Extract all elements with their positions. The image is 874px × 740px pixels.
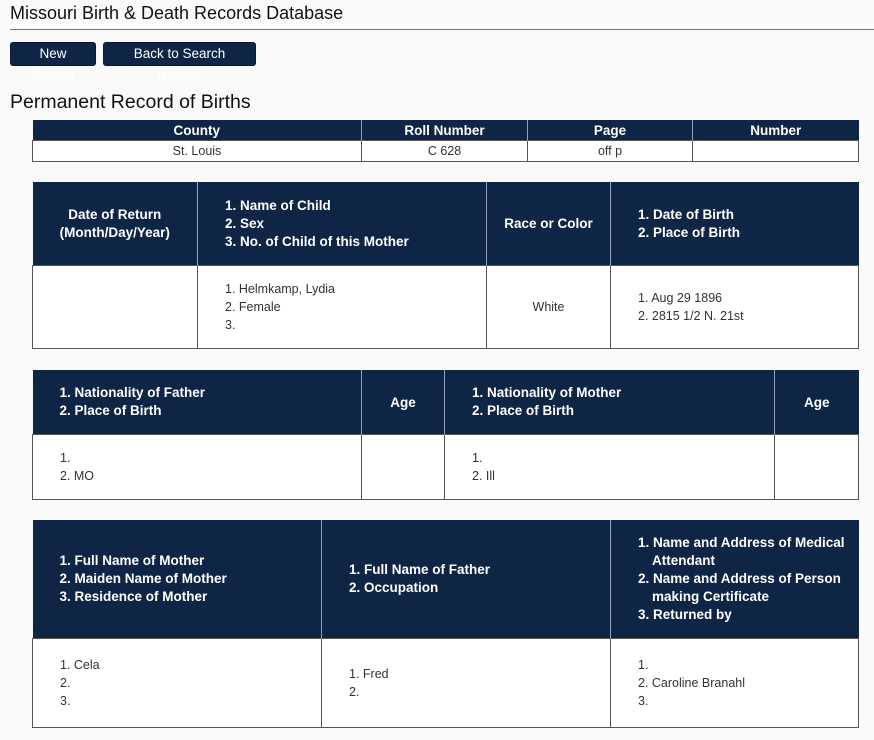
date-of-return-header: Date of Return (Month/Day/Year) [33, 182, 198, 266]
father-info-value: 1. Fred 2. [322, 639, 611, 728]
race-header: Race or Color [487, 182, 611, 266]
father-info-header: 1. Full Name of Father 2. Occupation [322, 520, 611, 639]
roll-number-header: Roll Number [362, 120, 528, 141]
attendant-value: 1. 2. Caroline Branahl 3. [611, 639, 859, 728]
father-nationality-header: 1. Nationality of Father 2. Place of Birth [33, 370, 362, 435]
site-title: Missouri Birth & Death Records Database [10, 3, 344, 23]
child-birth-table [32, 182, 859, 349]
father-age-value [362, 435, 445, 500]
mother-info-value: 1. Cela 2. 3. [33, 639, 322, 728]
father-nationality-value: 1. 2. MO [33, 435, 362, 500]
mother-info-header: 1. Full Name of Mother 2. Maiden Name of Mother 3. Residence of Mother [33, 520, 322, 639]
child-info-header: 1. Name of Child 2. Sex 3. No. of Child of this Mother [198, 182, 487, 266]
child-info-value: 1. Helmkamp, Lydia 2. Female 3. [198, 266, 487, 349]
new-search-button[interactable]: New Search [10, 42, 96, 66]
father-age-header: Age [362, 370, 445, 435]
title-divider [10, 29, 874, 30]
mother-nationality-header: 1. Nationality of Mother 2. Place of Birth [445, 370, 775, 435]
page-value: off p [528, 141, 693, 162]
mother-age-value [775, 435, 859, 500]
county-value: St. Louis [33, 141, 362, 162]
page-header: Page [528, 120, 693, 141]
back-to-search-results-button[interactable]: Back to Search Results [103, 42, 256, 66]
race-value: White [487, 266, 611, 349]
birth-header: 1. Date of Birth 2. Place of Birth [611, 182, 859, 266]
parents-nationality-table [32, 370, 859, 500]
family-attendant-table [32, 520, 859, 728]
attendant-header: 1. Name and Address of Medical Attendant 2. Name and Address of Person making Certificate 3. Returned by [611, 520, 859, 639]
mother-age-header: Age [775, 370, 859, 435]
number-value [693, 141, 859, 162]
mother-nationality-value: 1. 2. Ill [445, 435, 775, 500]
record-title: Permanent Record of Births [10, 91, 251, 113]
birth-value: 1. Aug 29 1896 2. 2815 1/2 N. 21st [611, 266, 859, 349]
record-summary-table [32, 120, 859, 162]
number-header: Number [693, 120, 859, 141]
date-of-return-value [33, 266, 198, 349]
county-header: County [33, 120, 362, 141]
roll-number-value: C 628 [362, 141, 528, 162]
